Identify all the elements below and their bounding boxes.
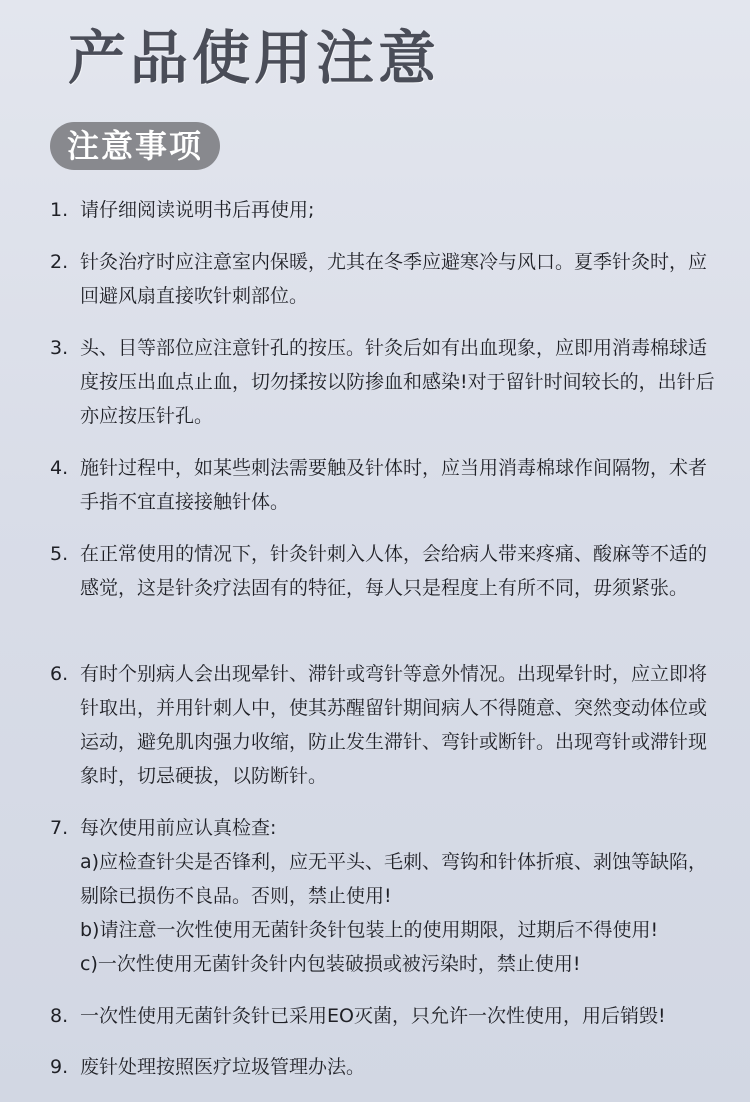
item-intro: 每次使用前应认真检查: [80, 817, 277, 839]
list-item [50, 245, 715, 313]
section-badge: 注意事项 [50, 122, 220, 170]
item-number: 2. [50, 251, 69, 273]
item-number: 8. [50, 1005, 69, 1027]
sub-item: c)一次性使用无菌针灸针内包装破损或被污染时，禁止使用! [80, 953, 581, 975]
item-text: 请仔细阅读说明书后再使用; [80, 199, 315, 221]
list-item [50, 999, 715, 1033]
list-item [50, 811, 715, 981]
item-number: 6. [50, 663, 69, 685]
item-text: 一次性使用无菌针灸针已采用EO灭菌，只允许一次性使用，用后销毁! [80, 1005, 666, 1027]
sub-item: b)请注意一次性使用无菌针灸针包装上的使用期限，过期后不得使用! [80, 919, 659, 941]
item-text: 在正常使用的情况下，针灸针刺入人体，会给病人带来疼痛、酸麻等不适的感觉，这是针灸疗法固有的特征，每人只是程度上有所不同，毋须紧张。 [80, 543, 708, 599]
sub-item: a)应检查针尖是否锋利，应无平头、毛刺、弯钩和针体折痕、剥蚀等缺陷，剔除已损伤不良品。否则，禁止使用! [80, 851, 708, 907]
item-number: 4. [50, 457, 69, 479]
list-item [50, 657, 715, 793]
item-text: 有时个别病人会出现晕针、滞针或弯针等意外情况。出现晕针时，应立即将针取出，并用针刺人中，使其苏醒留针期间病人不得随意、突然变动体位或运动，避免肌肉强力收缩，防止发生滞针、弯针或断针。出现弯针或滞针现象时，切忌硬拔，以防断针。 [80, 663, 708, 787]
list-item [50, 193, 715, 227]
page-title: 产品使用注意 [68, 24, 441, 92]
list-item [50, 331, 715, 433]
item-number: 7. [50, 817, 69, 839]
item-text: 施针过程中，如某些刺法需要触及针体时，应当用消毒棉球作间隔物，术者手指不宜直接接触针体。 [80, 457, 708, 513]
list-item [50, 451, 715, 519]
list-item [50, 537, 715, 605]
list-item [50, 1050, 715, 1084]
item-number: 3. [50, 337, 69, 359]
item-text: 废针处理按照医疗垃圾管理办法。 [80, 1056, 366, 1078]
item-number: 9. [50, 1056, 69, 1078]
item-text: 针灸治疗时应注意室内保暖，尤其在冬季应避寒冷与风口。夏季针灸时，应回避风扇直接吹针刺部位。 [80, 251, 708, 307]
item-text [80, 811, 715, 981]
item-number: 5. [50, 543, 69, 565]
item-text: 头、目等部位应注意针孔的按压。针灸后如有出血现象，应即用消毒棉球适度按压出血点止血，切勿揉按以防掺血和感染!对于留针时间较长的，出针后亦应按压针孔。 [80, 337, 715, 427]
item-number: 1. [50, 199, 69, 221]
